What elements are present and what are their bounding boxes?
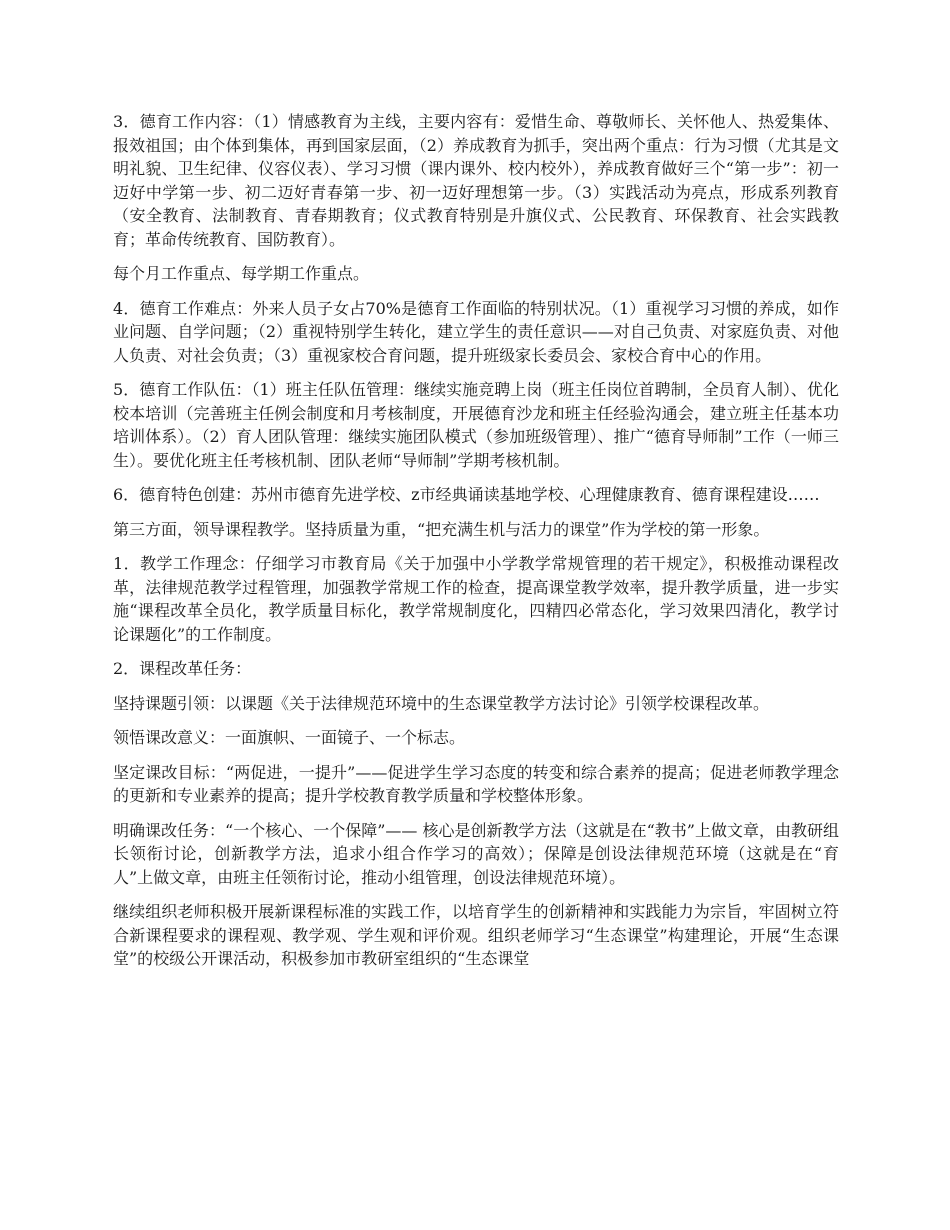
paragraph-reform-meaning: 领悟课改意义：一面旗帜、一面镜子、一个标志。 [113,728,466,747]
paragraph-moral-education-features: 6．德育特色创建：苏州市德育先进学校、z市经典诵读基地学校、心理健康教育、德育课程建设…… [113,485,820,504]
paragraph-moral-education-team: 5．德育工作队伍：（1）班主任队伍管理：继续实施竞聘上岗（班主任岗位首聘制，全员育人制）、优化校本培训（完善班主任例会制度和月考核制度，开展德育沙龙和班主任经验沟通会，建立班主任基本功培训体系）。（2）育人团队管理：继续实施团队模式（参加班级管理）、推广“德育导师制”工作（一师三生）。要优化班主任考核机制、团队老师“导师制”学期考核机制。 [113,380,839,470]
paragraph-moral-education-content: 3．德育工作内容：（1）情感教育为主线，主要内容有：爱惜生命、尊敬师长、关怀他人、热爱集体、报效祖国；由个体到集体，再到国家层面，（2）养成教育为抓手，突出两个重点：行为习惯（尤其是文明礼貌、卫生纪律、仪容仪表）、学习习惯（课内课外、校内校外），养成教育做好三个“第一步”：初一迈好中学第一步、初二迈好青春第一步、初一迈好理想第一步。（3）实践活动为亮点，形成系列教育（安全教育、法制教育、青春期教育；仪式教育特别是升旗仪式、公民教育、环保教育、社会实践教育；革命传统教育、国防教育）。 [113,112,839,249]
paragraph-reform-tasks: 明确课改任务：“一个核心、一个保障”—— 核心是创新教学方法（这就是在“教书”上做文章，由教研组长领衔讨论，创新教学方法，追求小组合作学习的高效）；保障是创设法律规范环境（这就是在“育人”上做文章，由班主任领衔讨论，推动小组管理，创设法律规范环境）。 [113,820,839,887]
paragraph-moral-education-difficulty: 4．德育工作难点：外来人员子女占70%是德育工作面临的特别状况。（1）重视学习习惯的养成，如作业问题、自学问题；（2）重视特别学生转化，建立学生的责任意识——对自己负责、对家庭负责、对他人负责、对社会负责；（3）重视家校合育问题，提升班级家长委员会、家校合育中心的作用。 [113,298,839,365]
paragraph-new-curriculum-practice: 继续组织老师积极开展新课程标准的实践工作，以培育学生的创新精神和实践能力为宗旨，牢固树立符合新课程要求的课程观、教学观、学生观和评价观。组织老师学习“生态课堂”构建理论，开展“生态课堂”的校级公开课活动，积极参加市教研室组织的“生态课堂 [113,902,839,968]
paragraph-teaching-philosophy: 1．教学工作理念：仔细学习市教育局《关于加强中小学教学常规管理的若干规定》，积极推动课程改革，法律规范教学过程管理，加强教学常规工作的检查，提高课堂教学效率，提升教学质量，进一步实施“课程改革全员化，教学质量目标化，教学常规制度化，四精四必常态化，学习效果四清化，教学讨论课题化”的工作制度。 [113,554,839,644]
document-page [113,110,839,982]
paragraph-third-aspect: 第三方面，领导课程教学。坚持质量为重，“把充满生机与活力的课堂”作为学校的第一形象。 [113,519,770,539]
paragraph-curriculum-reform-heading: 2．课程改革任务： [113,659,252,678]
paragraph-reform-goals: 坚定课改目标：“两促进，一提升”——促进学生学习态度的转变和综合素养的提高；促进老师教学理念的更新和专业素养的提高；提升学校教育教学质量和学校整体形象。 [113,762,839,805]
paragraph-project-guidance: 坚持课题引领：以课题《关于法律规范环境中的生态课堂教学方法讨论》引领学校课程改革。 [113,693,770,713]
paragraph-monthly-focus: 每个月工作重点、每学期工作重点。 [113,264,370,283]
